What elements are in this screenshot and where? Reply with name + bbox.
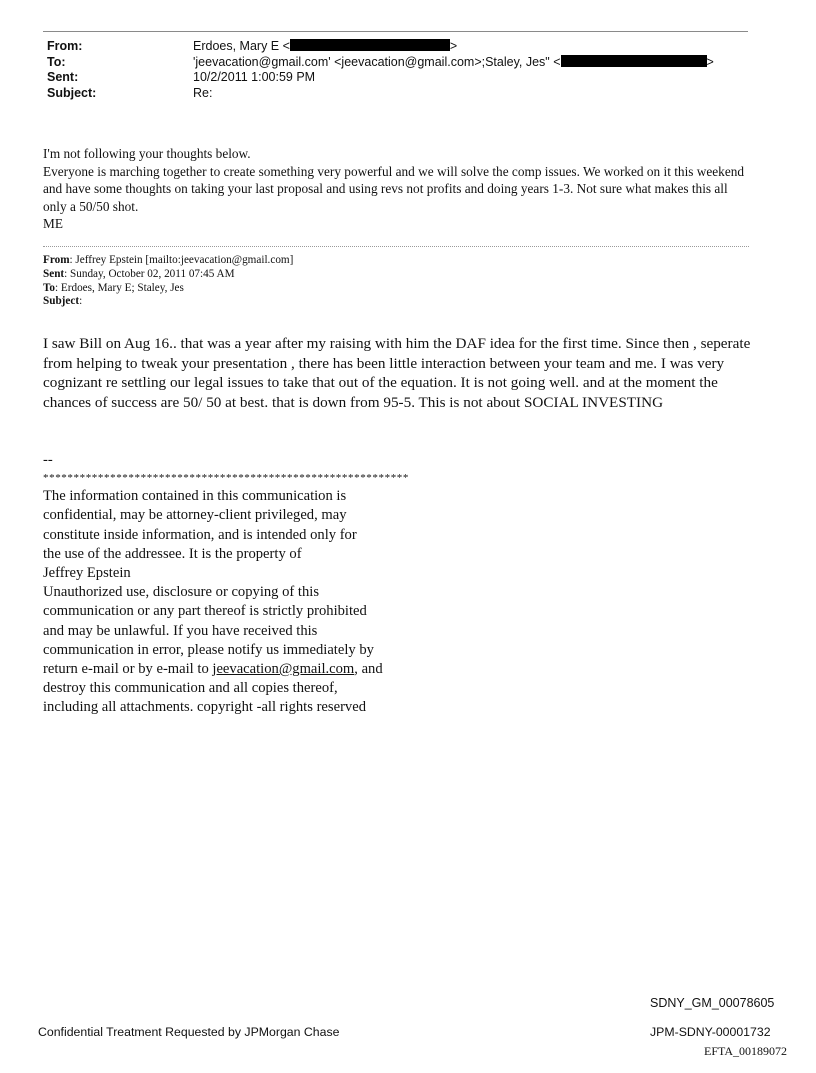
from-value: Erdoes, Mary E < xyxy=(193,39,290,53)
confidential-notice: Confidential Treatment Requested by JPMorgan Chase xyxy=(38,1025,340,1039)
fwd-sent-row xyxy=(43,268,293,282)
from-label: From: xyxy=(47,39,83,53)
fwd-to-value: : Erdoes, Mary E; Staley, Jes xyxy=(55,281,184,294)
redaction-box xyxy=(561,55,707,67)
sig-line: communication or any part thereof is strictly prohibited xyxy=(43,603,367,620)
header-from-row xyxy=(47,39,714,55)
header-subject-row xyxy=(47,86,714,102)
sig-return-line xyxy=(43,660,409,679)
sig-line: The information contained in this communication is xyxy=(43,488,347,505)
to-close: > xyxy=(706,54,714,69)
fwd-to-row xyxy=(43,282,293,296)
confidentiality-signature xyxy=(43,451,409,718)
header-sent-row xyxy=(47,70,714,86)
header-to-row xyxy=(47,55,714,71)
fwd-sent-value: : Sunday, October 02, 2011 07:45 AM xyxy=(64,267,235,280)
reply-body xyxy=(43,145,749,233)
fwd-from-label: From xyxy=(43,254,70,266)
fwd-from-row xyxy=(43,254,293,268)
subject-label: Subject: xyxy=(47,85,97,100)
sig-line: and may be unlawful. If you have received this xyxy=(43,622,318,639)
sent-label: Sent: xyxy=(47,70,79,84)
sig-line: including all attachments. copyright -all rights reserved xyxy=(43,699,366,716)
sig-dashes: -- xyxy=(43,452,53,468)
sig-return-prefix: return e-mail or by e-mail to xyxy=(43,661,213,678)
bates-number-jpm: JPM-SDNY-00001732 xyxy=(650,1025,771,1039)
sig-line: destroy this communication and all copies thereof, xyxy=(43,680,338,697)
sig-return-suffix: , and xyxy=(354,661,383,678)
from-close: > xyxy=(449,39,458,53)
dotted-separator xyxy=(43,246,749,247)
sig-line: Jeffrey Epstein xyxy=(43,565,131,582)
sig-line: confidential, may be attorney-client privileged, may xyxy=(43,507,347,524)
fwd-sent-label: Sent xyxy=(43,267,65,280)
email-header xyxy=(47,39,714,101)
sig-line: constitute inside information, and is intended only for xyxy=(43,526,357,543)
to-value: 'jeevacation@gmail.com' <jeevacation@gmail.com>;Staley, Jes" < xyxy=(193,54,561,69)
fwd-subject-row xyxy=(43,295,293,309)
fwd-subject-label: Subject xyxy=(43,295,80,308)
forwarded-header xyxy=(43,254,293,309)
sig-line: communication in error, please notify us immediately by xyxy=(43,641,374,658)
reply-line: Everyone is marching together to create something very powerful and we will solve the comp issues. We worked on it this weekend and have some thoughts on taking your last proposal and using revs not profits and doing years 1-3. Not sure what makes this all only a 50/50 shot. xyxy=(43,163,745,214)
fwd-to-label: To xyxy=(43,281,56,294)
message-body: I saw Bill on Aug 16.. that was a year after my raising with him the DAF idea for the first time. Since then , seperate from helping to tweak your presentation , there has been little interaction between your team and me. I was very cognizant re settling our legal issues to take that out of the equation. It is not going well. and at the moment the chances of success are 50/ 50 at best. that is down from 95-5. This is not about SOCIAL INVESTING xyxy=(43,335,751,411)
fwd-from-value: : Jeffrey Epstein [mailto:jeevacation@gmail.com] xyxy=(69,254,294,266)
reply-line: ME xyxy=(43,216,63,231)
bates-number-sdny: SDNY_GM_00078605 xyxy=(650,996,775,1010)
sent-value: 10/2/2011 1:00:59 PM xyxy=(193,70,316,84)
reply-line: I'm not following your thoughts below. xyxy=(43,146,251,161)
efta-number: EFTA_00189072 xyxy=(704,1044,788,1058)
sig-line: Unauthorized use, disclosure or copying of this xyxy=(43,584,320,601)
email-link[interactable]: jeevacation@gmail.com xyxy=(212,661,355,678)
sig-stars: ************************************************************ xyxy=(43,472,409,485)
redaction-box xyxy=(290,39,450,51)
to-label: To: xyxy=(47,54,66,69)
sig-line: the use of the addressee. It is the property of xyxy=(43,545,302,562)
subject-value: Re: xyxy=(193,85,213,100)
top-rule xyxy=(43,31,748,32)
fwd-subject-value: : xyxy=(79,295,83,308)
